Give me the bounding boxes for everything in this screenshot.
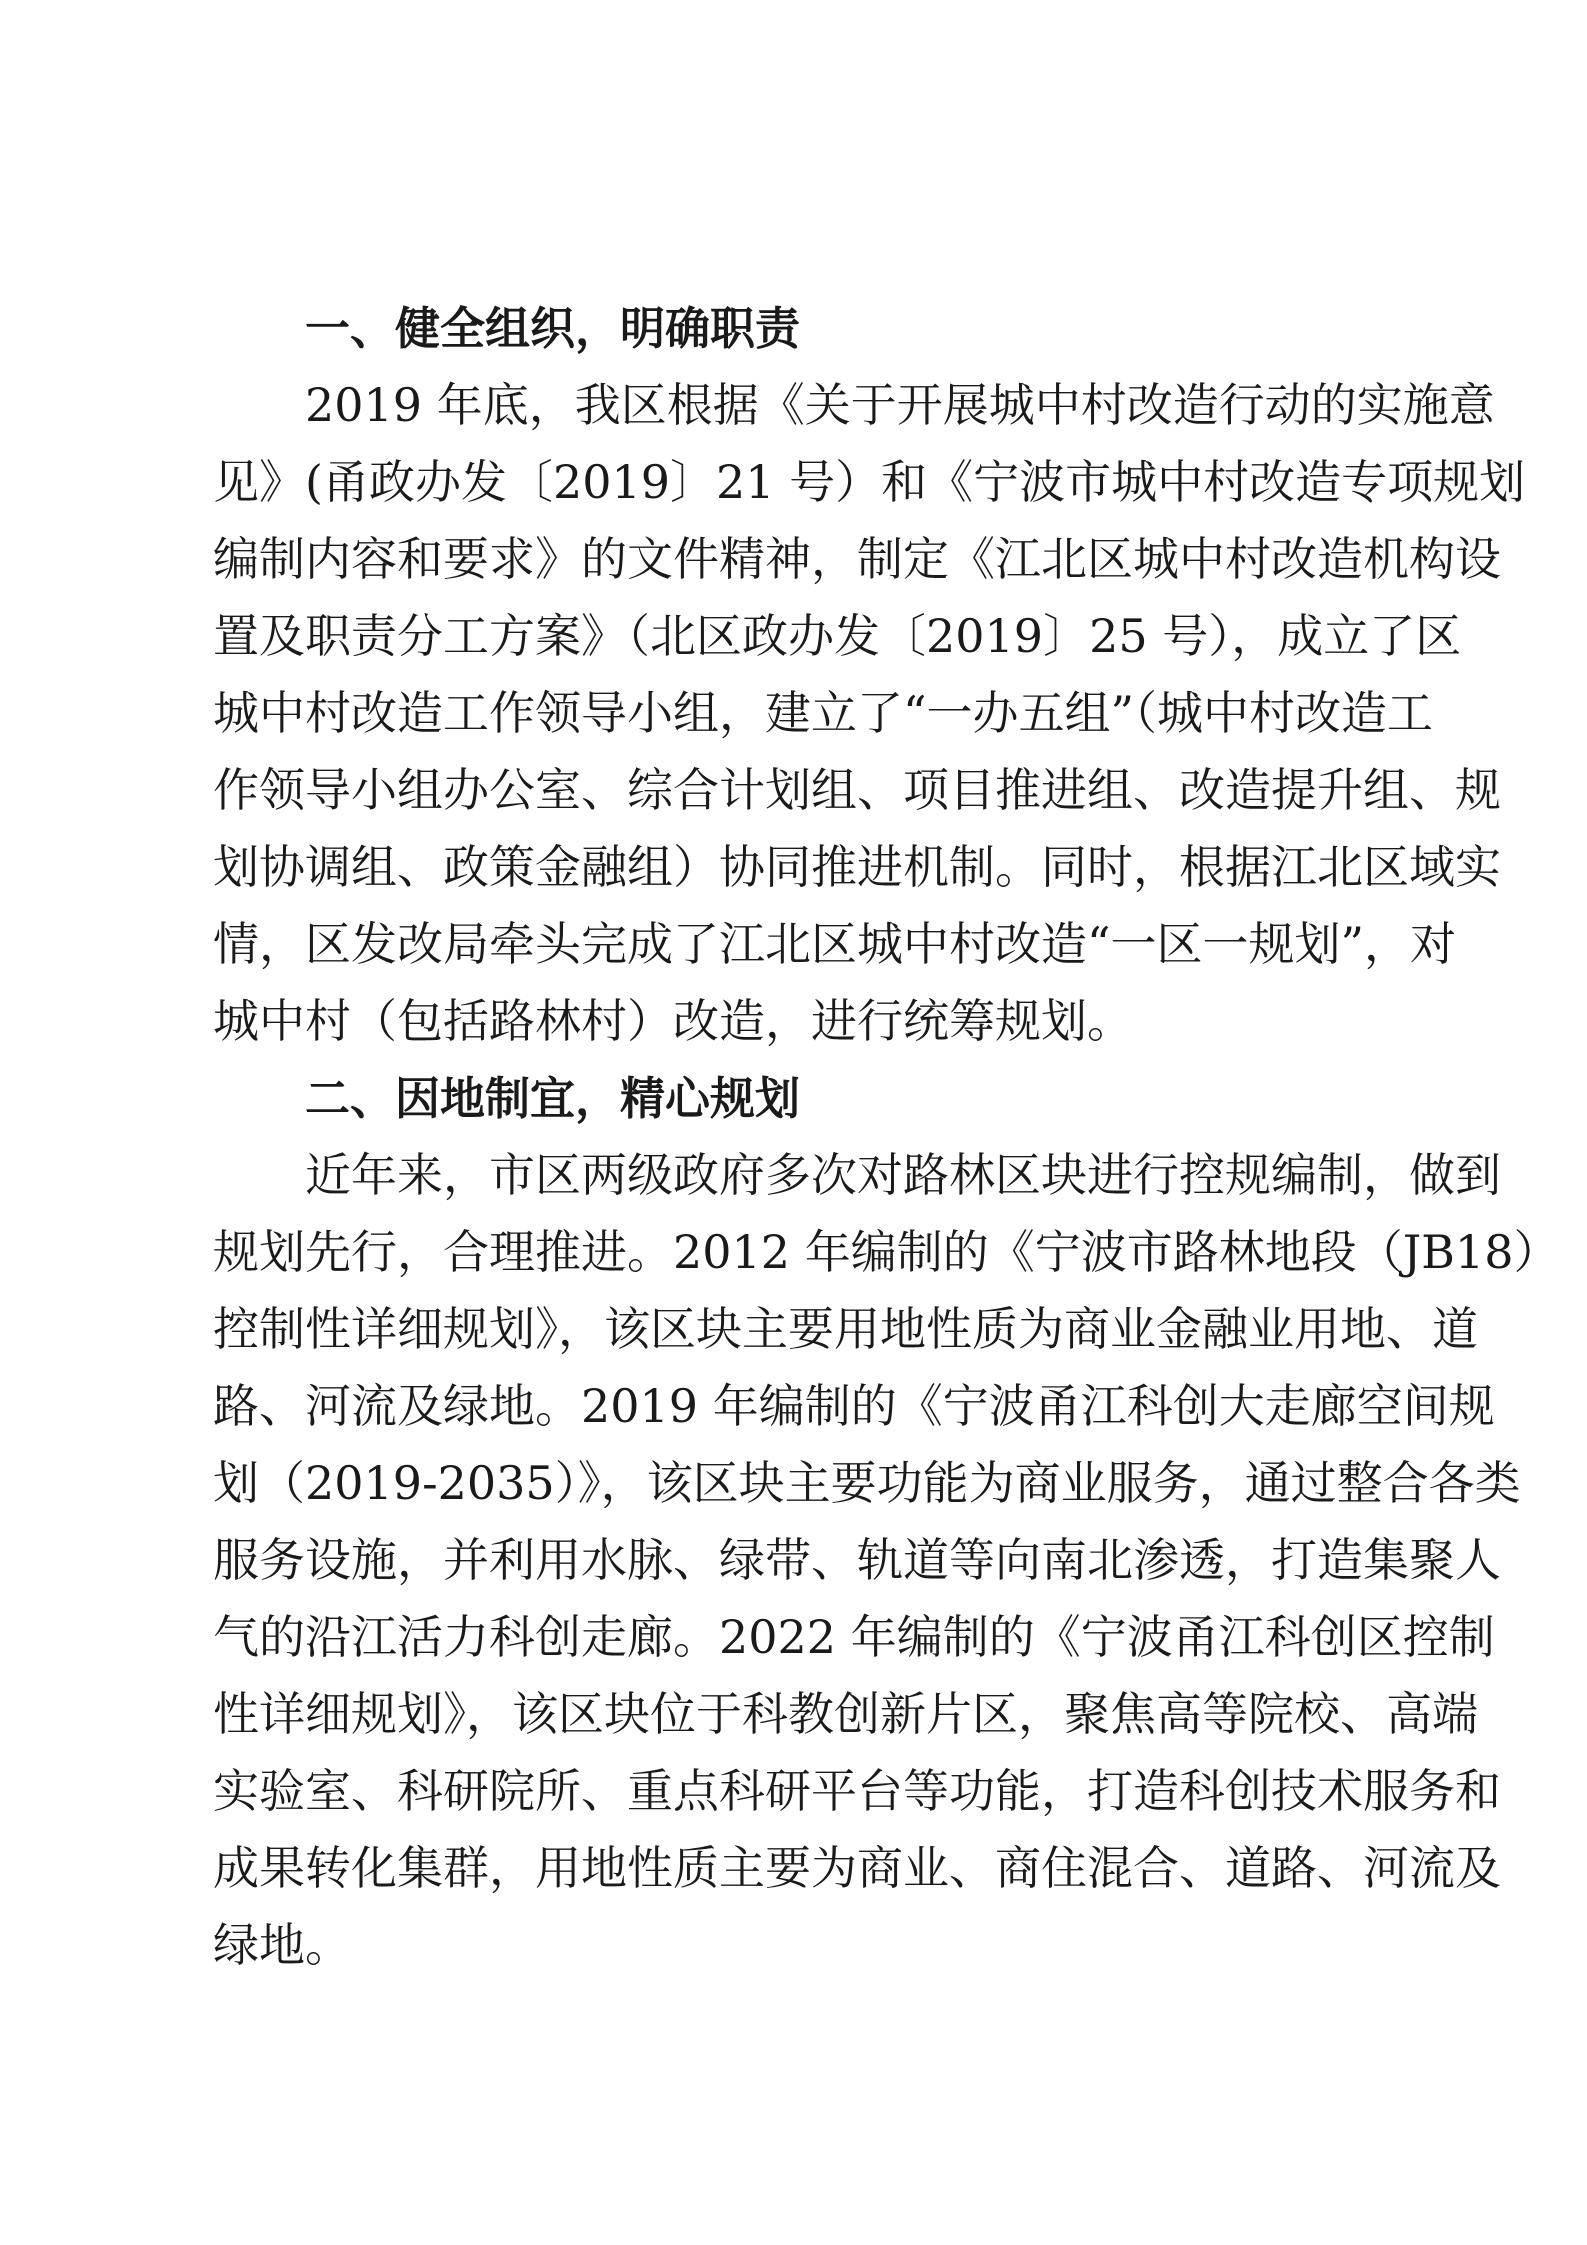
section-heading-2: 二、因地制宜，精心规划 [305,1072,801,1125]
paragraph-line: 见》(甬政办发〔2019〕21 号）和《宁波市城中村改造专项规划 [213,455,1526,509]
section-heading-1: 一、健全组织，明确职责 [305,302,801,355]
paragraph-line: 绿地。 [213,1918,351,1972]
paragraph-line: 气的沿江活力科创走廊。2022 年编制的《宁波甬江科创区控制 [213,1610,1495,1664]
paragraph-line: 实验室、科研院所、重点科研平台等功能，打造科创技术服务和 [213,1764,1501,1818]
paragraph-line: 置及职责分工方案》（北区政办发〔2019〕25 号），成立了区 [213,609,1462,663]
paragraph-line: 编制内容和要求》的文件精神，制定《江北区城中村改造机构设 [213,532,1501,586]
paragraph-line: 近年来，市区两级政府多次对路林区块进行控规编制，做到 [305,1148,1501,1202]
paragraph-line: 情，区发改局牵头完成了江北区城中村改造“一区一规划”，对 [213,917,1457,971]
paragraph-line: 成果转化集群，用地性质主要为商业、商住混合、道路、河流及 [213,1841,1501,1895]
paragraph-line: 城中村（包括路林村）改造，进行统筹规划。 [213,994,1133,1048]
document-body [213,290,1560,1984]
paragraph-line: 2019 年底，我区根据《关于开展城中村改造行动的实施意 [305,378,1495,432]
paragraph-line: 划（2019-2035）》，该区块主要功能为商业服务，通过整合各类 [213,1456,1521,1510]
paragraph-line: 规划先行，合理推进。2012 年编制的《宁波市路林地段（JB18） [213,1225,1560,1279]
paragraph-line: 划协调组、政策金融组）协同推进机制。同时，根据江北区域实 [213,840,1501,894]
paragraph-line: 作领导小组办公室、综合计划组、项目推进组、改造提升组、规 [213,763,1501,817]
paragraph-line: 控制性详细规划》，该区块主要用地性质为商业金融业用地、道 [213,1302,1478,1356]
paragraph-line: 路、河流及绿地。2019 年编制的《宁波甬江科创大走廊空间规 [213,1379,1495,1433]
paragraph-line: 服务设施，并利用水脉、绿带、轨道等向南北渗透，打造集聚人 [213,1533,1501,1587]
paragraph-line: 城中村改造工作领导小组，建立了“一办五组”（城中村改造工 [213,686,1434,740]
paragraph-line: 性详细规划》，该区块位于科教创新片区，聚焦高等院校、高端 [213,1687,1478,1741]
